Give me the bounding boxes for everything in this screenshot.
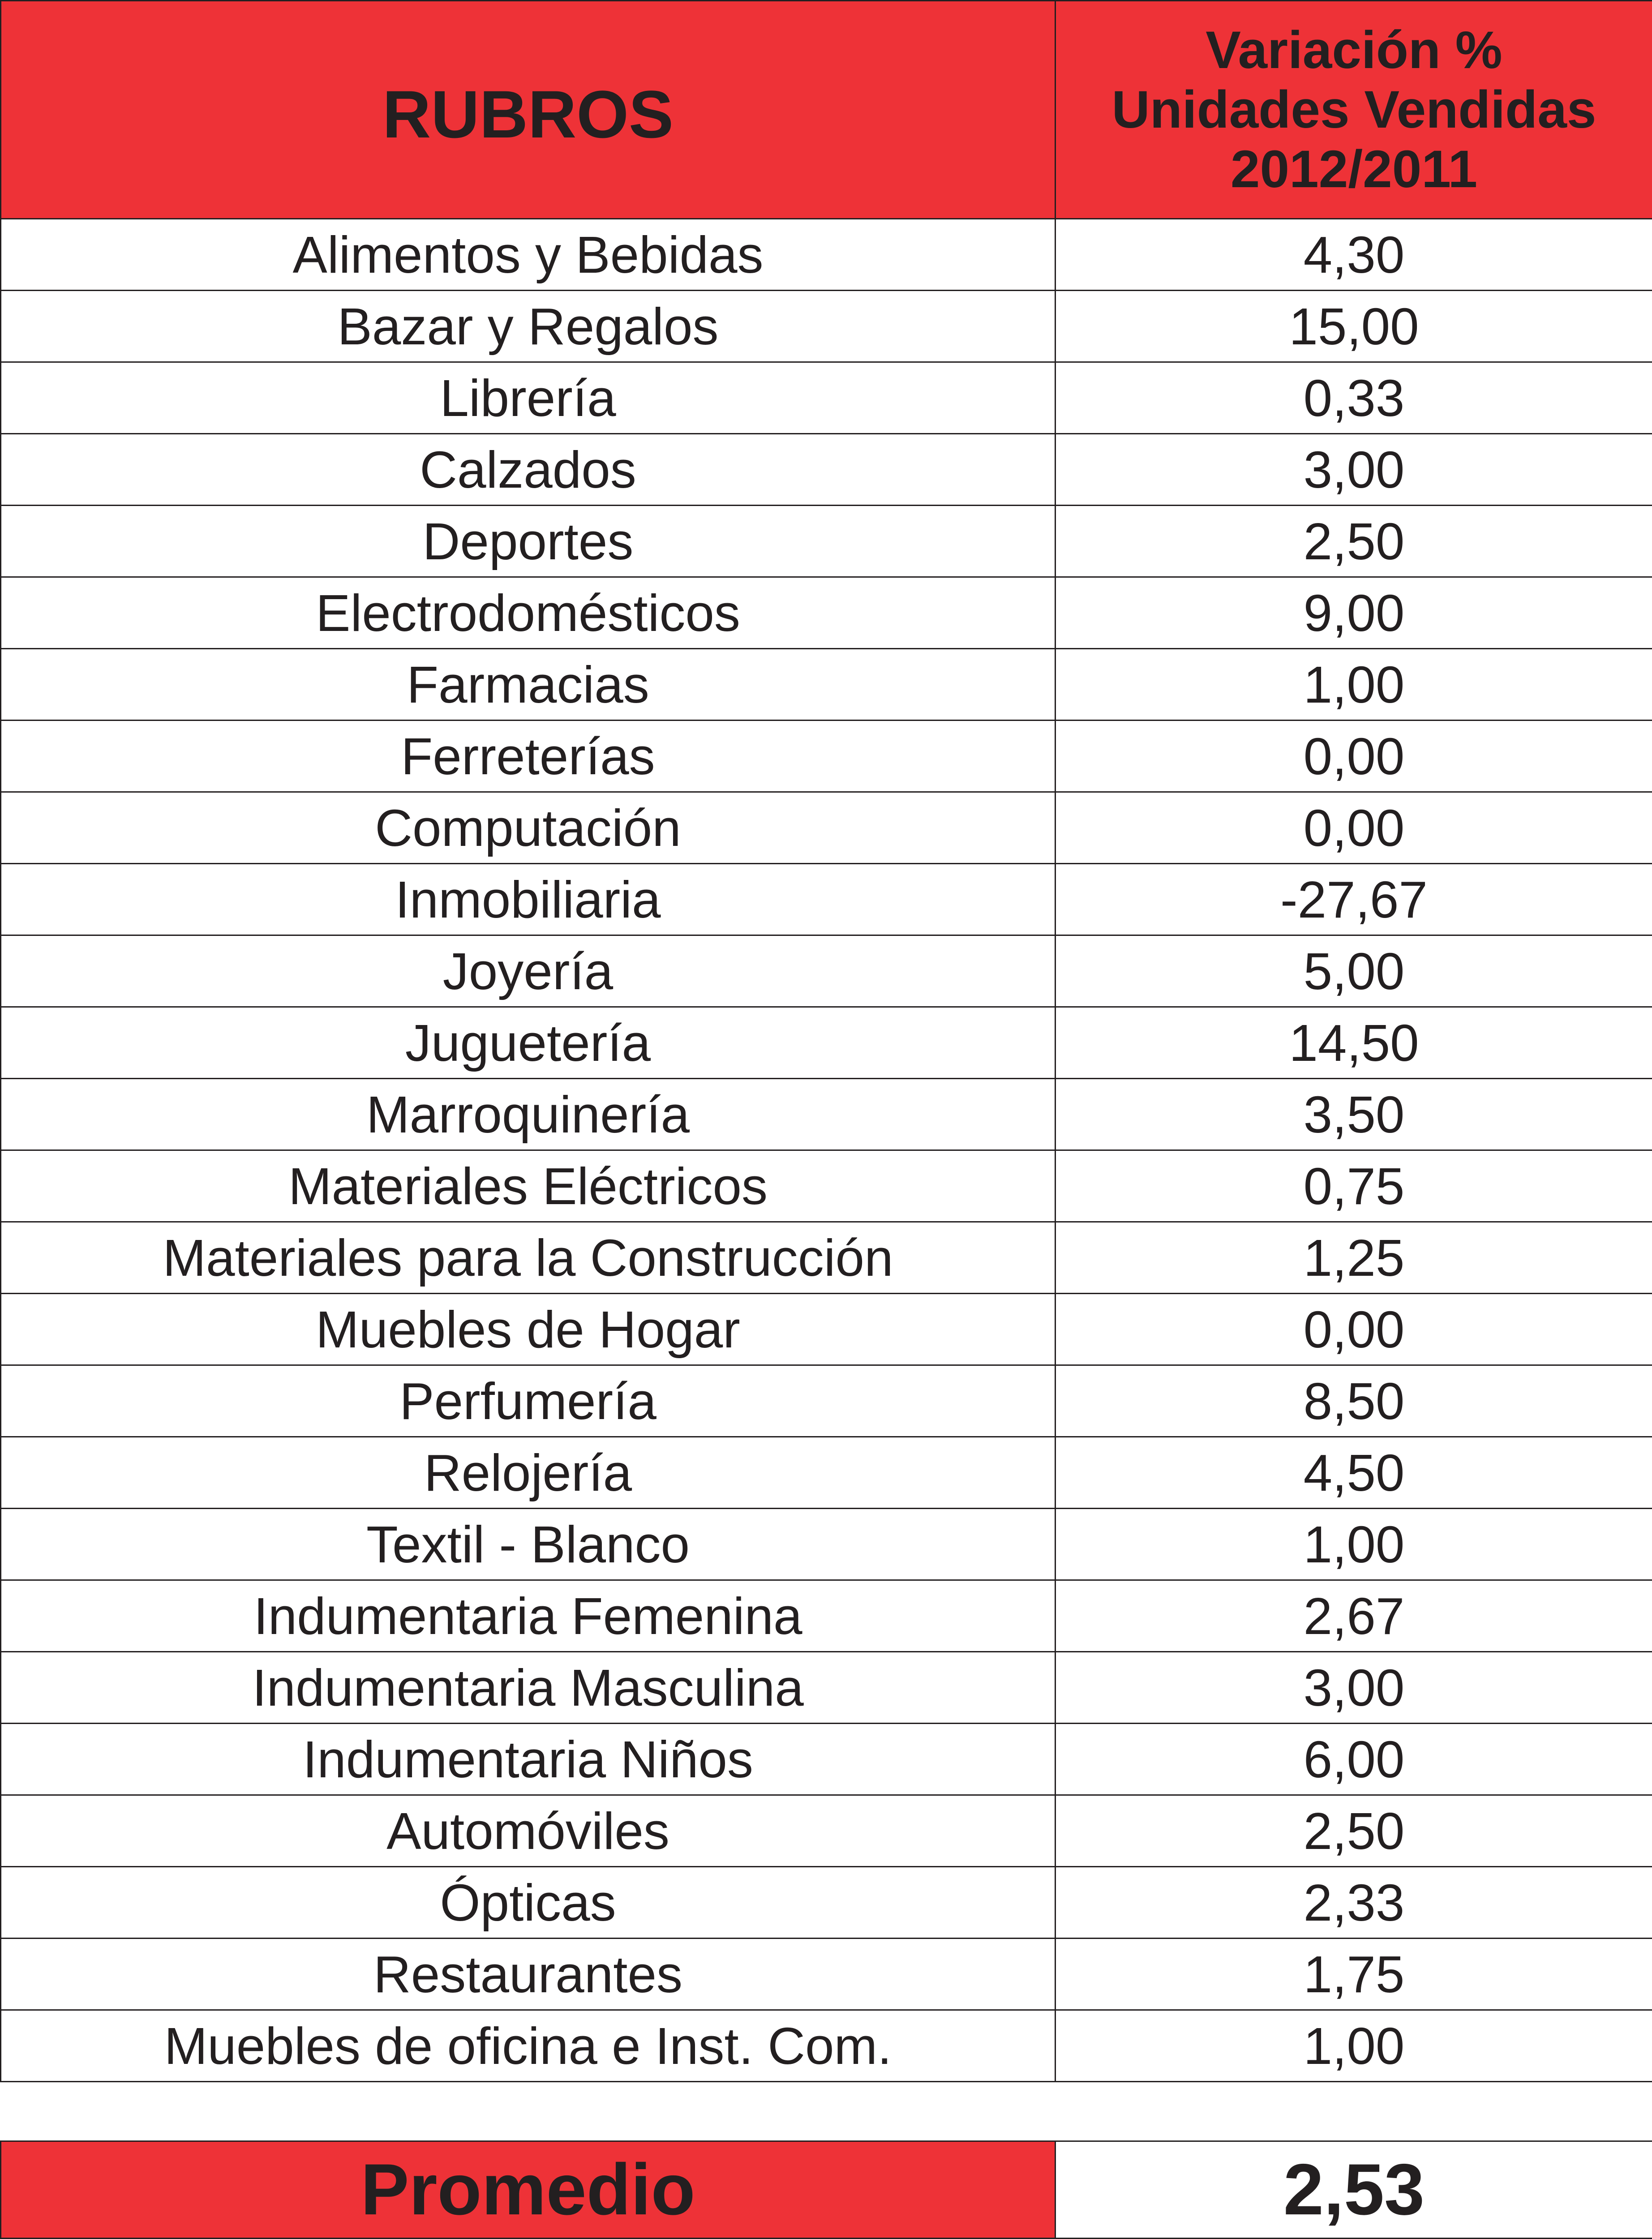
valor-cell: 0,33 (1056, 362, 1652, 434)
table-row (1, 864, 1652, 935)
valor-cell: 1,00 (1056, 1509, 1652, 1580)
rubro-cell: Computación (1, 792, 1056, 864)
table-row (1, 1294, 1652, 1365)
rubro-cell: Ópticas (1, 1867, 1056, 1939)
table-row (1, 577, 1652, 649)
table-row (1, 1150, 1652, 1222)
rubro-cell: Automóviles (1, 1795, 1056, 1867)
rubro-cell: Alimentos y Bebidas (1, 219, 1056, 291)
rubros-header: RUBROS (1, 1, 1056, 219)
valor-cell: 9,00 (1056, 577, 1652, 649)
rubro-cell: Librería (1, 362, 1056, 434)
table-row (1, 1724, 1652, 1795)
valor-cell: 14,50 (1056, 1007, 1652, 1079)
valor-cell: 4,50 (1056, 1437, 1652, 1509)
rubro-cell: Juguetería (1, 1007, 1056, 1079)
rubro-cell: Joyería (1, 935, 1056, 1007)
valor-cell: 1,25 (1056, 1222, 1652, 1294)
rubro-cell: Relojería (1, 1437, 1056, 1509)
table-row (1, 1365, 1652, 1437)
variacion-header (1056, 1, 1652, 219)
rubro-cell: Ferreterías (1, 721, 1056, 792)
table-row (1, 506, 1652, 577)
table-row (1, 1222, 1652, 1294)
valor-cell: 1,00 (1056, 649, 1652, 721)
table-row (1, 792, 1652, 864)
rubro-cell: Electrodomésticos (1, 577, 1056, 649)
valor-cell: 4,30 (1056, 219, 1652, 291)
valor-cell: -27,67 (1056, 864, 1652, 935)
table-row (1, 649, 1652, 721)
table-row (1, 1007, 1652, 1079)
valor-cell: 8,50 (1056, 1365, 1652, 1437)
variacion-header-line-1: Variación % (1206, 20, 1502, 80)
rubro-cell: Calzados (1, 434, 1056, 506)
valor-cell: 0,75 (1056, 1150, 1652, 1222)
valor-cell: 5,00 (1056, 935, 1652, 1007)
promedio-summary (0, 2140, 1652, 2239)
rubro-cell: Muebles de Hogar (1, 1294, 1056, 1365)
rubro-cell: Inmobiliaria (1, 864, 1056, 935)
table-row (1, 1079, 1652, 1150)
rubro-cell: Marroquinería (1, 1079, 1056, 1150)
valor-cell: 2,50 (1056, 506, 1652, 577)
table-row (1, 1939, 1652, 2010)
rubro-cell: Deportes (1, 506, 1056, 577)
valor-cell: 0,00 (1056, 1294, 1652, 1365)
table-row (1, 291, 1652, 362)
rubro-cell: Materiales Eléctricos (1, 1150, 1056, 1222)
valor-cell: 3,00 (1056, 434, 1652, 506)
table-row (1, 1795, 1652, 1867)
promedio-row (1, 2141, 1652, 2239)
rubro-cell: Muebles de oficina e Inst. Com. (1, 2010, 1056, 2082)
variacion-header-line-2: Unidades Vendidas (1111, 80, 1596, 139)
table-row (1, 362, 1652, 434)
table-row (1, 1652, 1652, 1724)
valor-cell: 0,00 (1056, 792, 1652, 864)
rubro-cell: Textil - Blanco (1, 1509, 1056, 1580)
valor-cell: 0,00 (1056, 721, 1652, 792)
valor-cell: 1,75 (1056, 1939, 1652, 2010)
variacion-header-line-3: 2012/2011 (1230, 139, 1478, 199)
table-row (1, 2010, 1652, 2082)
table-body (1, 219, 1652, 2082)
table-row (1, 1509, 1652, 1580)
valor-cell: 6,00 (1056, 1724, 1652, 1795)
rubro-cell: Materiales para la Construcción (1, 1222, 1056, 1294)
table-row (1, 935, 1652, 1007)
table-row (1, 1437, 1652, 1509)
valor-cell: 2,50 (1056, 1795, 1652, 1867)
rubro-cell: Perfumería (1, 1365, 1056, 1437)
table-row (1, 1867, 1652, 1939)
valor-cell: 2,67 (1056, 1580, 1652, 1652)
table-row (1, 1580, 1652, 1652)
valor-cell: 2,33 (1056, 1867, 1652, 1939)
table-row (1, 434, 1652, 506)
valor-cell: 3,50 (1056, 1079, 1652, 1150)
valor-cell: 3,00 (1056, 1652, 1652, 1724)
rubro-cell: Farmacias (1, 649, 1056, 721)
promedio-value: 2,53 (1056, 2141, 1652, 2239)
rubro-cell: Indumentaria Niños (1, 1724, 1056, 1795)
promedio-label: Promedio (1, 2141, 1056, 2239)
valor-cell: 15,00 (1056, 291, 1652, 362)
table-row (1, 219, 1652, 291)
rubro-cell: Restaurantes (1, 1939, 1056, 2010)
table-row (1, 721, 1652, 792)
rubro-cell: Bazar y Regalos (1, 291, 1056, 362)
rubro-cell: Indumentaria Femenina (1, 1580, 1056, 1652)
rubro-cell: Indumentaria Masculina (1, 1652, 1056, 1724)
valor-cell: 1,00 (1056, 2010, 1652, 2082)
table-header-row (1, 1, 1652, 219)
